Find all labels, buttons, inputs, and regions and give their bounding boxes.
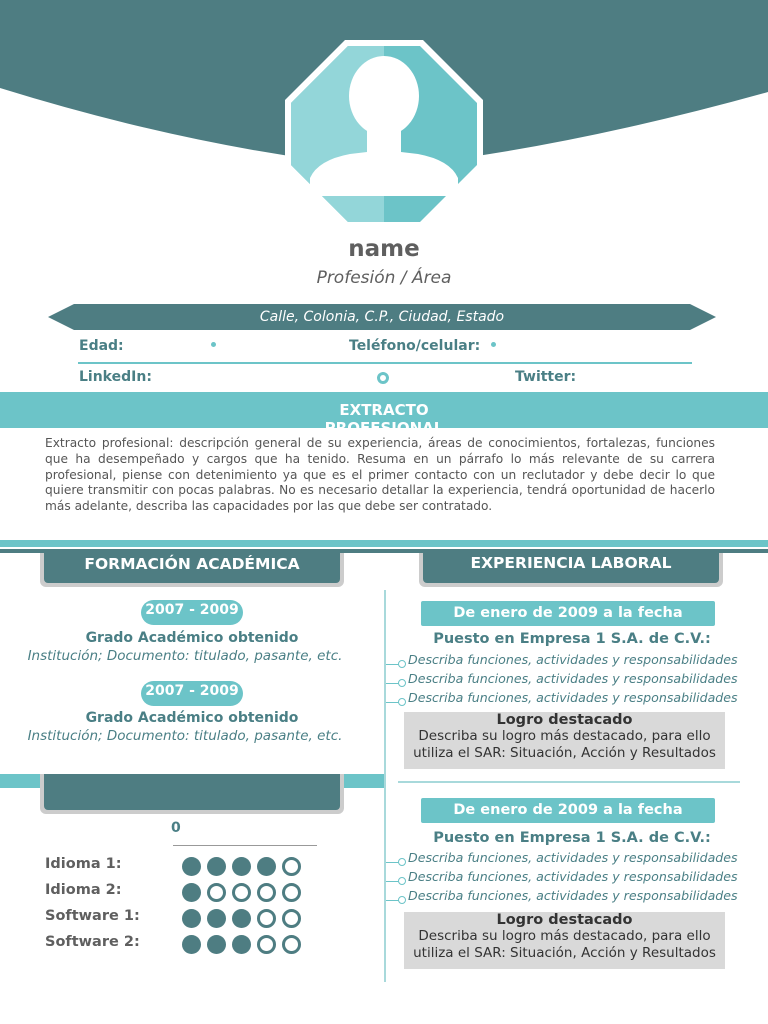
position: Puesto en Empresa 1 S.A. de C.V.:: [433, 631, 711, 647]
skill-label: Idioma 2:: [45, 882, 122, 898]
duty: Describa funciones, actividades y responsabilidades: [408, 652, 738, 667]
level-dot-filled: [207, 857, 226, 876]
level-dot-filled: [182, 935, 201, 954]
institution: Institución; Documento: titulado, pasante, etc.: [27, 648, 343, 664]
level-dot-empty: [282, 857, 301, 876]
experience-divider: [398, 781, 740, 783]
experience-date: De enero de 2009 a la fecha: [421, 601, 715, 626]
skills-tab: [44, 774, 340, 810]
level-dot-empty: [207, 883, 226, 902]
level-dot-filled: [207, 909, 226, 928]
achievement-text: Describa su logro más destacado, para ello utiliza el SAR: Situación, Acción y Resultados: [413, 728, 716, 761]
level-dot-empty: [257, 883, 276, 902]
duty: Describa funciones, actividades y responsabilidades: [408, 888, 738, 903]
institution: Institución; Documento: titulado, pasante, etc.: [27, 728, 343, 744]
level-dot-empty: [257, 909, 276, 928]
degree: Grado Académico obtenido: [85, 710, 299, 726]
achievement-title: Logro destacado: [496, 712, 633, 728]
phone-label: Teléfono/celular:: [349, 338, 481, 354]
contact-divider: [78, 362, 692, 364]
level-dot-filled: [207, 935, 226, 954]
duty: Describa funciones, actividades y responsabilidades: [408, 690, 738, 705]
level-dot-empty: [282, 909, 301, 928]
degree: Grado Académico obtenido: [85, 630, 299, 646]
skill-label: Software 2:: [45, 934, 140, 950]
level-dot-filled: [232, 909, 251, 928]
education-title: FORMACIÓN ACADÉMICA: [44, 553, 340, 583]
achievement-text: Describa su logro más destacado, para ello utiliza el SAR: Situación, Acción y Resultados: [413, 928, 716, 961]
bullet-icon: [398, 896, 406, 904]
level-dot-empty: [257, 935, 276, 954]
experience-title: EXPERIENCIA LABORAL: [423, 553, 719, 583]
level-dot-empty: [282, 935, 301, 954]
duty: Describa funciones, actividades y responsabilidades: [408, 869, 738, 884]
achievement-box: [404, 912, 725, 969]
skill-label: Idioma 1:: [45, 856, 122, 872]
duty: Describa funciones, actividades y responsabilidades: [408, 671, 738, 686]
summary-title: EXTRACTO PROFESIONAL: [324, 401, 444, 437]
level-dot-empty: [232, 883, 251, 902]
twitter-label: Twitter:: [515, 369, 577, 385]
skill-label: Software 1:: [45, 908, 140, 924]
education-years-pill: 2007 - 2009: [141, 681, 243, 706]
position: Puesto en Empresa 1 S.A. de C.V.:: [433, 830, 711, 846]
experience-date: De enero de 2009 a la fecha: [421, 798, 715, 823]
scale-line: [173, 845, 317, 846]
bullet-icon: [398, 679, 406, 687]
candidate-name: name: [348, 236, 420, 262]
level-dot-empty: [282, 883, 301, 902]
summary-text: Extracto profesional: descripción general de su experiencia, áreas de conocimientos, fortalezas, funciones que ha desempeñado y cargos que ha tenido. Resuma en un párrafo lo más relevante de su carrera profesional, piense con detenimiento ya que es el primer contacto con un reclutador y debe decir lo que quiere transmitir con pocas palabras. No es necesario detallar la experiencia, tendrá oportunidad de hacerlo más adelante, describa las capacidades por las que debe ser contratado.: [45, 436, 715, 514]
level-dot-filled: [182, 909, 201, 928]
achievement-title: Logro destacado: [496, 912, 633, 928]
profession: Profesión / Área: [316, 268, 452, 288]
linkedin-label: LinkedIn:: [79, 369, 152, 385]
ring-icon: [377, 372, 389, 384]
section-bar: [0, 540, 768, 547]
dot-icon: [491, 342, 496, 347]
age-label: Edad:: [79, 338, 124, 354]
level-dot-filled: [257, 857, 276, 876]
bullet-icon: [398, 698, 406, 706]
dot-icon: [211, 342, 216, 347]
bullet-icon: [398, 858, 406, 866]
level-dot-filled: [182, 883, 201, 902]
bullet-icon: [398, 877, 406, 885]
level-dot-filled: [182, 857, 201, 876]
scale-label: 0: [171, 820, 181, 836]
bullet-icon: [398, 660, 406, 668]
header-background: [0, 0, 768, 240]
level-dot-filled: [232, 857, 251, 876]
duty: Describa funciones, actividades y responsabilidades: [408, 850, 738, 865]
achievement-box: [404, 712, 725, 769]
timeline-line: [384, 590, 386, 982]
level-dot-filled: [232, 935, 251, 954]
address-text: Calle, Colonia, C.P., Ciudad, Estado: [259, 309, 505, 325]
education-years-pill: 2007 - 2009: [141, 600, 243, 625]
